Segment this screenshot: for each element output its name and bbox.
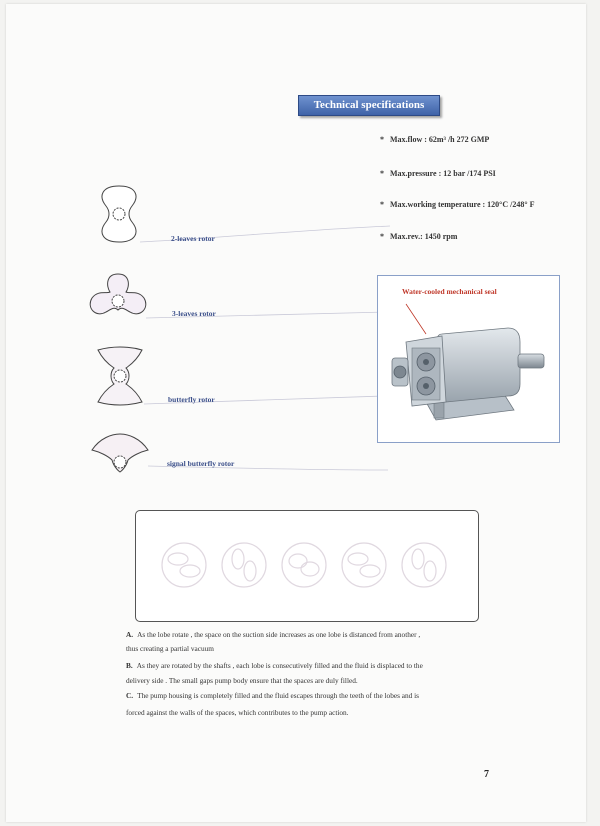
step-b-line-2: delivery side . The small gaps pump body ensure that the spaces are duly filled.: [126, 676, 358, 685]
pump-operation-diagram: [135, 510, 479, 622]
pump-image-panel: [377, 275, 560, 443]
rotor-label: signal butterfly rotor: [167, 459, 235, 468]
step-text: As they are rotated by the shafts , each lobe is consecutively filled and the fluid is displaced to the: [136, 661, 423, 670]
bullet: *: [380, 232, 384, 241]
two-lobe-rotor-icon: [96, 182, 142, 246]
rotor-label: butterfly rotor: [168, 395, 215, 404]
spec-item-rev: [380, 232, 457, 241]
step-letter: B.: [126, 661, 133, 670]
butterfly-rotor-icon: [94, 344, 146, 408]
step-a-line-2: thus creating a partial vacuum: [126, 644, 214, 653]
pump-illustration: [386, 298, 551, 438]
rotor-label: 3-leaves rotor: [172, 309, 216, 318]
spec-text: Max.rev.: 1450 rpm: [390, 232, 458, 241]
rotor-label: 2-leaves rotor: [171, 234, 215, 243]
spec-item-temperature: [380, 200, 534, 209]
page-number: 7: [484, 769, 489, 780]
three-lobe-rotor-icon: [86, 270, 150, 328]
lobe-sequence-illustration: [154, 535, 464, 595]
page: [6, 4, 586, 822]
step-c-line-1: [126, 689, 419, 703]
seal-label: Water-cooled mechanical seal: [402, 287, 497, 296]
step-c-line-2: forced against the walls of the spaces, which contributes to the pump action.: [126, 708, 349, 717]
step-text: As the lobe rotate , the space on the suction side increases as one lobe is distanced from another ,: [137, 630, 421, 639]
step-b-line-1: [126, 659, 423, 673]
bullet: *: [380, 135, 384, 144]
spec-header: Technical specifications: [298, 95, 440, 116]
spec-text: Max.working temperature : 120°C /248° F: [390, 200, 535, 209]
step-a-line-1: [126, 628, 420, 642]
spec-text: Max.pressure : 12 bar /174 PSI: [390, 169, 496, 178]
spec-text: Max.flow : 62m³ /h 272 GMP: [390, 135, 490, 144]
spec-item-flow: [380, 135, 489, 144]
step-letter: A.: [126, 630, 134, 639]
single-butterfly-rotor-icon: [90, 432, 150, 476]
bullet: *: [380, 200, 384, 209]
step-letter: C.: [126, 691, 134, 700]
step-text: The pump housing is completely filled and the fluid escapes through the teeth of the lobes and is: [137, 691, 419, 700]
bullet: *: [380, 169, 384, 178]
spec-item-pressure: [380, 169, 496, 178]
